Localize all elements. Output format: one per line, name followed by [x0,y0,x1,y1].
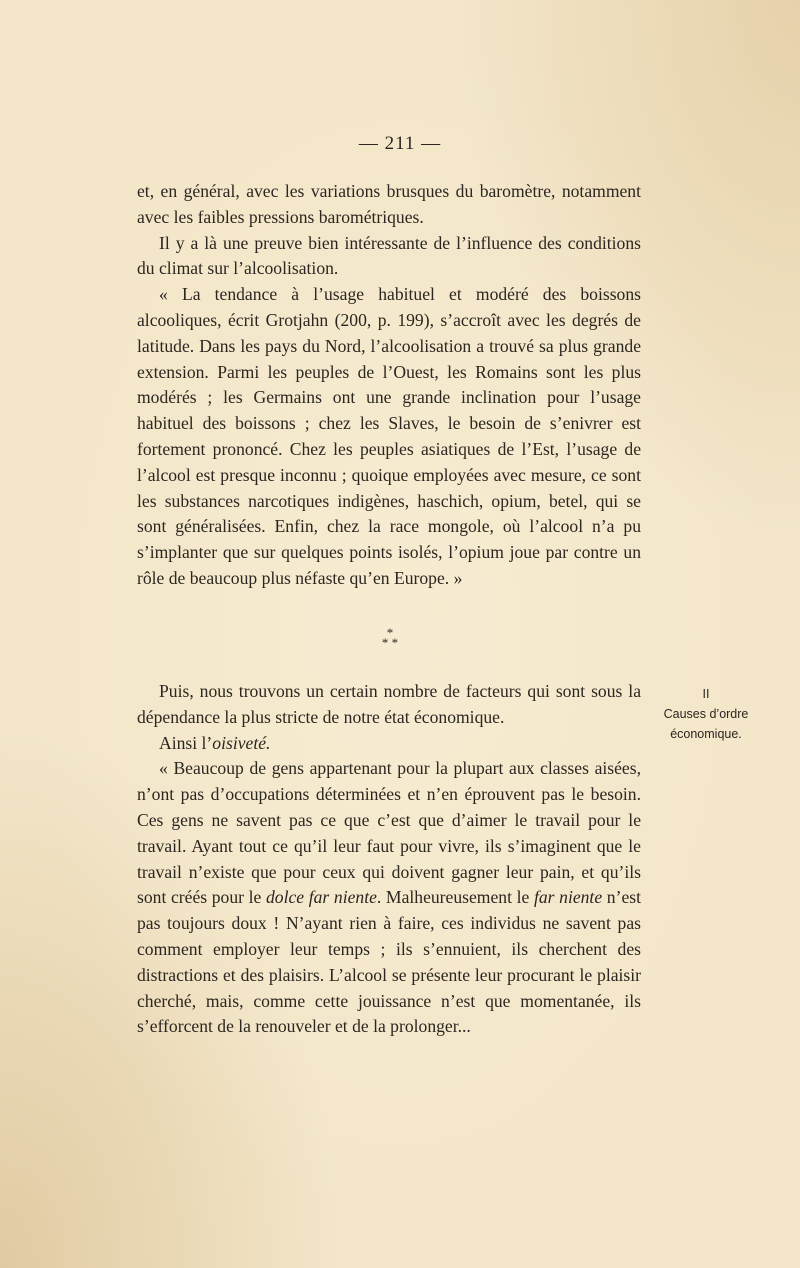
text-block-top [137,179,641,592]
paragraph-idleness [137,731,641,757]
idleness-term: oisiveté. [212,732,271,753]
margin-note-numeral: II [702,687,710,701]
paragraph-barometer: et, en général, avec les variations brusques du baromètre, notamment avec les faibles pressions barométriques. [137,181,641,227]
paragraph-economic-factors: Puis, nous trouvons un certain nombre de facteurs qui sont sous la dépendance la plus stricte de notre état économique. [137,681,641,727]
margin-note-line1: Causes d’ordre [663,707,749,721]
term-far-niente: far niente [533,887,603,908]
term-dolce-far-niente: dolce far niente [265,887,377,908]
paragraph-climate: Il y a là une preuve bien intéressante de l’influence des conditions du climat sur l’alcoolisation. [137,232,641,279]
paragraph-grotjahn-quote: « La tendance à l’usage habituel et modéré des boissons alcooliques, écrit Grotjahn (200, p. 199), s’accroît avec les degrés de latitude. Dans les pays du Nord, l’alcoolisation a trouvé sa plus grande extension. Parmi les peuples de l’Ouest, les Romains sont les plus modérés ; les Germains ont une grande inclination pour l’usage habituel des boissons ; chez les Slaves, le besoin de s’enivrer est fortement prononcé. Chez les peuples asiatiques de l’Est, l’usage de l’alcool est presque inconnu ; quoique employées avec mesure, ce sont les substances narcotiques indigènes, haschich, opium, betel, qui se sont généralisées. Enfin, chez la race mongole, où l’alcool n’a pu s’implanter que sur quelques points isolés, l’opium joue par contre un rôle de beaucoup plus néfaste qu’en Europe. » [137,284,641,588]
page-number: — 211 — [358,133,442,154]
paragraph-idleness-quote: « Beaucoup de gens appartenant pour la plupart aux classes aisées, n’ont pas d’occupations déterminées et n’en éprouvent pas le besoin. Ces gens ne savent pas ce que c’est que d’aimer le travail pour le travail. Ayant tout ce qu’il leur faut pour vivre, ils s’imaginent que le travail n’existe que pour ceux qui doivent gagner leur pain, et qu’ils sont créés pour le dolce far niente. Malheureusement le far niente n’est pas toujours doux ! N’ayant rien à faire, ces individus ne savent pas comment employer leur temps ; ils s’ennuient, ils cherchent des distractions et des plaisirs. L’alcool se présente leur procurant le plaisir cherché, mais, comme cette jouissance n’est que momentanée, ils s’efforcent de la renouveler et de la prolonger... [137,758,641,1037]
margin-note-line2: économique. [670,727,742,741]
margin-note [650,684,762,744]
idleness-prefix: Ainsi l’ [159,732,213,753]
asterism-divider: * * * [381,625,399,650]
text-block-bottom [137,679,641,1040]
